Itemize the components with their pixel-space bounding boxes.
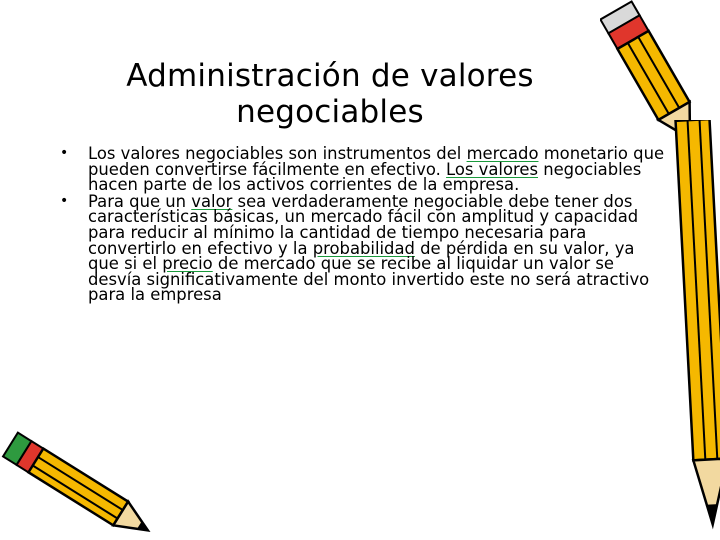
link-valor[interactable]: valor bbox=[191, 191, 233, 211]
bullet-text-2 bbox=[88, 192, 649, 305]
text-segment: Para que un bbox=[88, 191, 192, 211]
link-mercado[interactable]: mercado bbox=[466, 144, 539, 163]
text-segment: negociables hacen parte de los activos corrientes de la empresa. bbox=[88, 159, 642, 195]
text-segment: sea verdaderamente negociable debe tener dos características básicas, un mercado fácil con amplitud y capacidad para reducir al mínimo la cantidad de tiempo necesaria para convertirlo en efectivo y la bbox=[88, 191, 639, 258]
slide-title: Administración de valores negociables bbox=[126, 58, 534, 130]
link-probabilidad[interactable]: probabilidad bbox=[312, 238, 415, 258]
bullet-list bbox=[60, 146, 666, 304]
link-los-valores[interactable]: Los valores bbox=[446, 159, 538, 179]
bullet-item-2 bbox=[60, 191, 666, 305]
pencil-icon bbox=[672, 120, 720, 535]
text-segment: monetario que pueden convertirse fácilmente en efectivo. bbox=[88, 144, 665, 179]
bullet-marker: • bbox=[60, 192, 69, 209]
pencil-icon bbox=[0, 430, 170, 540]
bullet-item-1 bbox=[60, 146, 666, 193]
text-segment: Los valores negociables son instrumentos del bbox=[88, 144, 467, 163]
text-segment: de pérdida en su valor, ya que si el bbox=[88, 238, 635, 274]
link-precio[interactable]: precio bbox=[162, 254, 213, 274]
text-segment: de mercado que se recibe al liquidar un valor se desvía significativamente del monto invertido este no será atractivo para la empresa bbox=[88, 254, 650, 305]
bullet-marker: • bbox=[60, 145, 69, 161]
bullet-text-1 bbox=[88, 144, 664, 194]
